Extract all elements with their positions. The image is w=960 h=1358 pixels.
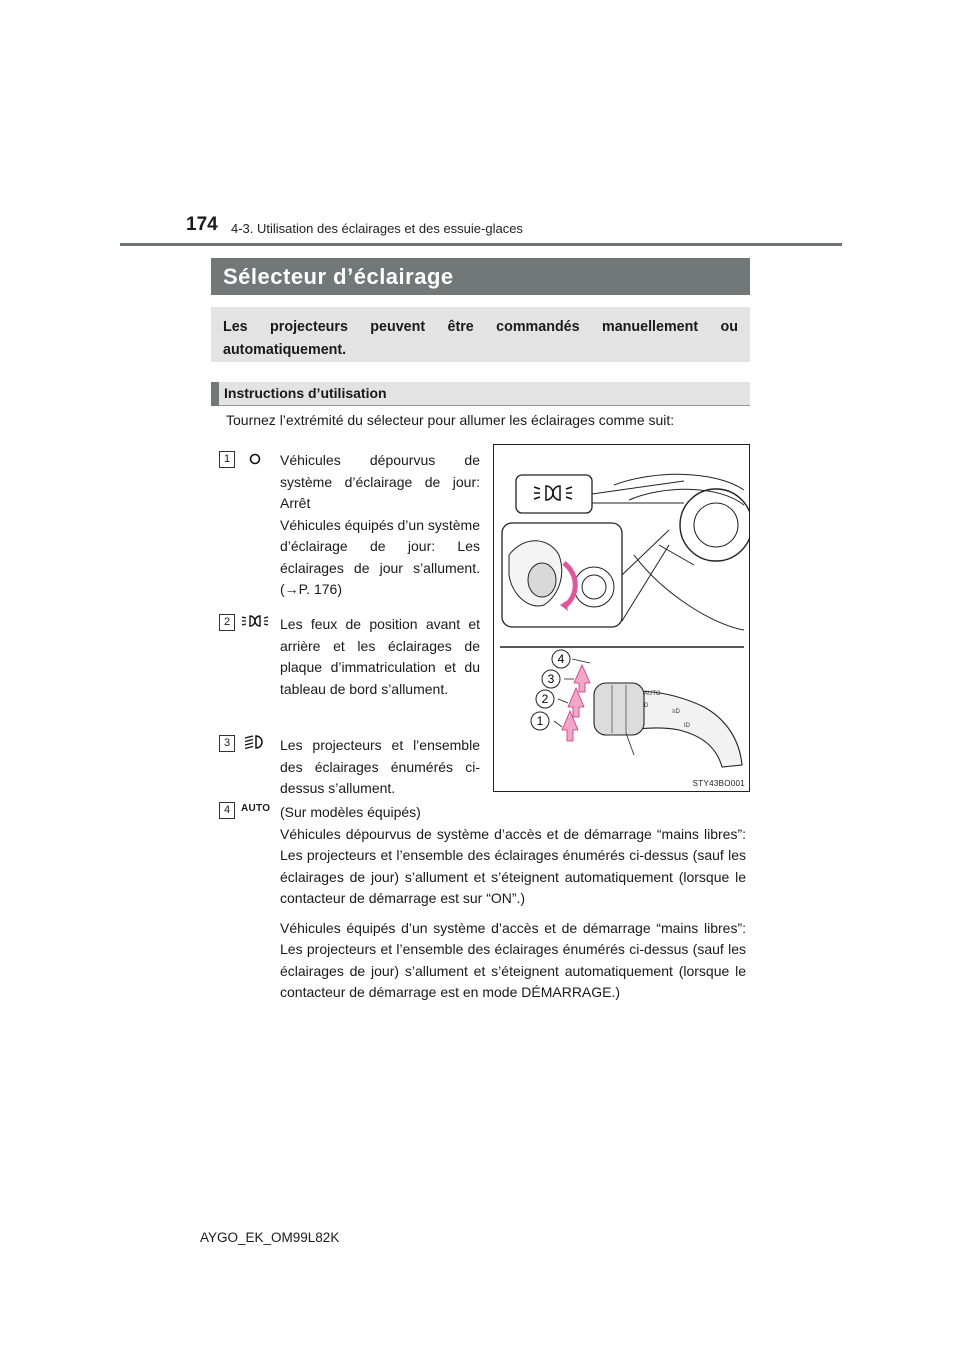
page-number: 174 — [186, 214, 218, 235]
headlight-icon — [243, 734, 267, 750]
subsection-header — [211, 382, 750, 406]
subsection-title: Instructions d’utilisation — [224, 385, 387, 401]
item-4-para-3: Véhicules équipés d’un système d’accès et de démarrage “mains libres”: Les projecteurs et l’ensemble des éclairages énumérés ci-dessus (sauf les éclairages de jour) s’allument et s’éteignent automatiquement (lorsque le contacteur de démarrage est en mode DÉMARRAGE.) — [280, 919, 746, 1000]
subsection-marker — [211, 382, 219, 406]
illustration-drawing — [494, 445, 749, 791]
item-number-3: 3 — [219, 735, 235, 752]
svg-text:AUTO: AUTO — [644, 691, 661, 697]
intro-text: Les projecteurs peuvent être commandés manuellement ou automatiquement. — [223, 319, 738, 358]
position-lights-icon — [241, 613, 269, 629]
item-number-4: 4 — [219, 802, 235, 819]
item-text-1 — [280, 450, 480, 601]
item-number-1: 1 — [219, 451, 235, 468]
footer-code: AYGO_EK_OM99L82K — [200, 1230, 340, 1245]
callout-1: 1 — [536, 714, 544, 728]
item-1-para-2: Véhicules équipés d’un système d’éclairage de jour: Les éclairages de jour s’allument. (→P. 176) — [280, 516, 481, 597]
item-text-4 — [280, 802, 746, 1004]
section-path: 4-3. Utilisation des éclairages et des essuie-glaces — [231, 221, 523, 236]
header-rule — [120, 243, 842, 246]
svg-text:≡D: ≡D — [672, 709, 680, 715]
light-switch-illustration — [493, 444, 750, 792]
item-text-3 — [280, 735, 480, 800]
item-3-para-1: Les projecteurs et l’ensemble des éclairages énumérés ci-dessus s’allument. — [280, 737, 480, 796]
callout-3: 3 — [547, 672, 555, 686]
item-number-2: 2 — [219, 614, 235, 631]
item-1-para-1: Véhicules dépourvus de système d’éclairage de jour: Arrêt — [280, 452, 480, 511]
callout-2: 2 — [541, 692, 549, 706]
intro-box — [211, 307, 750, 362]
lead-text: Tournez l’extrémité du sélecteur pour allumer les éclairages comme suit: — [226, 412, 675, 428]
svg-text:ID: ID — [684, 723, 690, 729]
item-2-para-1: Les feux de position avant et arrière et les éclairages de plaque d’immatriculation et du tableau de bord s’allument. — [280, 616, 480, 697]
callout-4: 4 — [557, 652, 565, 666]
figure-code: STY43BO001 — [692, 779, 745, 788]
item-text-2 — [280, 614, 480, 700]
off-circle-icon — [248, 452, 262, 466]
auto-icon: AUTO — [241, 803, 271, 814]
item-4-para-1: (Sur modèles équipés) — [280, 804, 421, 820]
page-title: Sélecteur d’éclairage — [211, 258, 750, 295]
svg-text:D: D — [644, 703, 649, 709]
item-4-para-2: Véhicules dépourvus de système d’accès et de démarrage “mains libres”: Les projecteurs et l’ensemble des éclairages énumérés ci-dessus (sauf les éclairages de jour) s’allument et s’éteignent automatiquement (lorsque le contacteur de démarrage est sur “ON”.) — [280, 825, 746, 906]
